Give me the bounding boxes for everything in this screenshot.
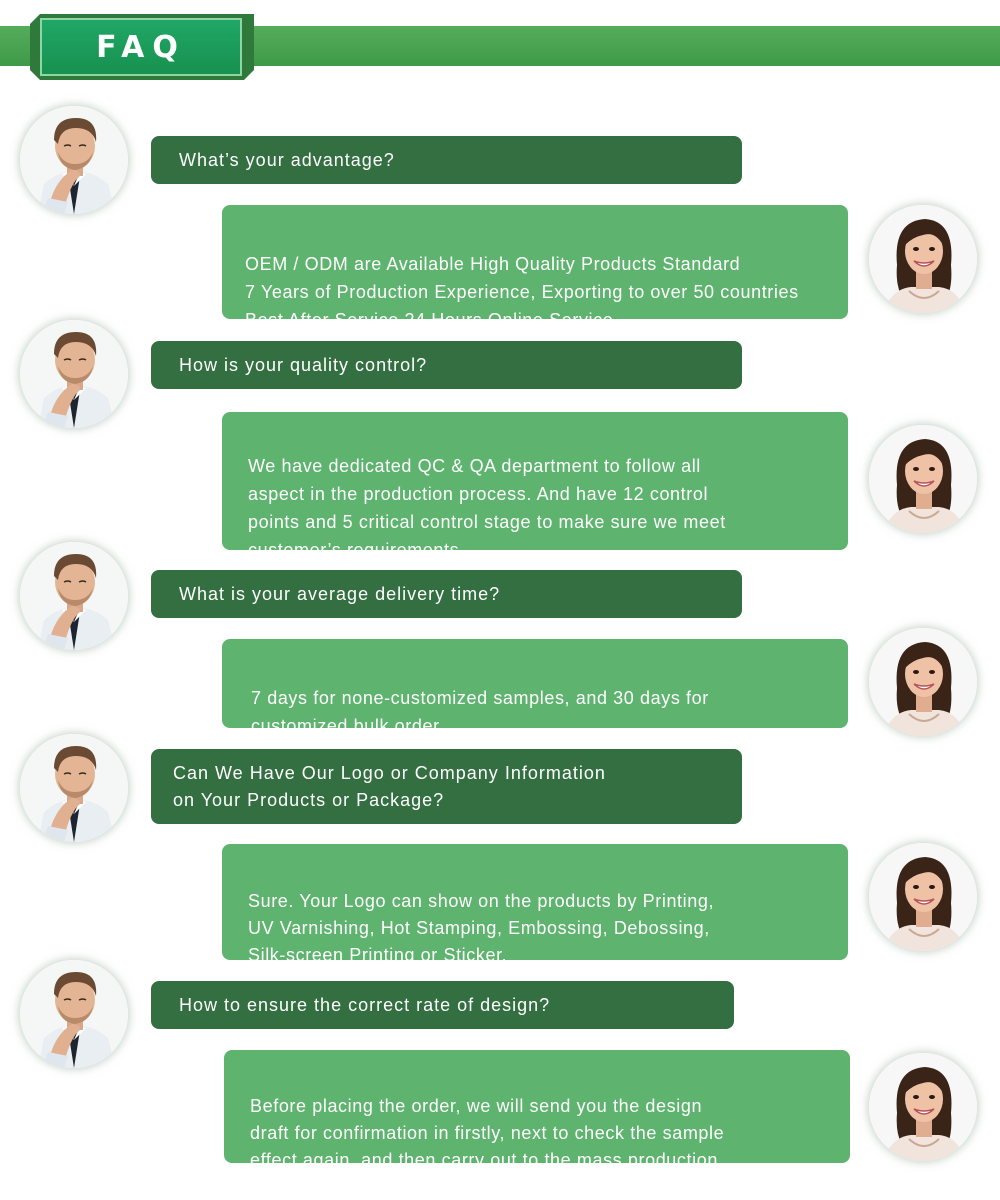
answer-text: 7 days for none-customized samples, and 30 days for customized bulk order. bbox=[251, 688, 709, 736]
man-avatar-icon bbox=[20, 320, 128, 428]
answer-text: Sure. Your Logo can show on the products by Printing, UV Varnishing, Hot Stamping, Embossing, Debossing, Silk-screen Printing or Sticker. bbox=[248, 891, 715, 965]
faq-answer-2 bbox=[222, 412, 848, 560]
woman-avatar-icon bbox=[869, 425, 977, 533]
customer-avatar bbox=[20, 960, 128, 1068]
customer-avatar bbox=[20, 734, 128, 842]
support-avatar bbox=[869, 843, 977, 951]
faq-question-1 bbox=[151, 136, 742, 184]
man-avatar-icon bbox=[20, 106, 128, 214]
woman-avatar-icon bbox=[869, 205, 977, 313]
faq-question-2 bbox=[151, 341, 742, 389]
faq-question-3 bbox=[151, 570, 742, 618]
man-avatar-icon bbox=[20, 960, 128, 1068]
answer-text: We have dedicated QC & QA department to follow all aspect in the production process. And have 12 control points and 5 critical control stage to make sure we meet customer’s requirements. bbox=[248, 456, 726, 560]
support-avatar bbox=[869, 205, 977, 313]
customer-avatar bbox=[20, 106, 128, 214]
faq-answer-4 bbox=[222, 844, 848, 965]
faq-answer-1 bbox=[222, 205, 848, 330]
faq-answer-5 bbox=[224, 1050, 850, 1170]
question-text: Can We Have Our Logo or Company Information on Your Products or Package? bbox=[173, 762, 606, 810]
faq-title: FAQ bbox=[40, 18, 242, 76]
woman-avatar-icon bbox=[869, 1053, 977, 1161]
man-avatar-icon bbox=[20, 542, 128, 650]
woman-avatar-icon bbox=[869, 843, 977, 951]
woman-avatar-icon bbox=[869, 628, 977, 736]
question-text: How to ensure the correct rate of design? bbox=[179, 994, 551, 1015]
customer-avatar bbox=[20, 320, 128, 428]
support-avatar bbox=[869, 1053, 977, 1161]
question-text: How is your quality control? bbox=[179, 354, 428, 375]
answer-text: Before placing the order, we will send you the design draft for confirmation in firstly, next to check the sample effect again, and then carry out to the mass production. bbox=[250, 1096, 725, 1170]
man-avatar-icon bbox=[20, 734, 128, 842]
answer-text: OEM / ODM are Available High Quality Products Standard 7 Years of Production Experience, Exporting to over 50 countries Best After Service 24 Hours Online Service bbox=[245, 254, 799, 330]
faq-answer-3 bbox=[222, 639, 848, 736]
customer-avatar bbox=[20, 542, 128, 650]
question-text: What is your average delivery time? bbox=[179, 583, 501, 604]
support-avatar bbox=[869, 425, 977, 533]
question-text: What’s your advantage? bbox=[179, 149, 395, 170]
faq-question-5 bbox=[151, 981, 734, 1029]
support-avatar bbox=[869, 628, 977, 736]
faq-question-4 bbox=[151, 749, 742, 824]
